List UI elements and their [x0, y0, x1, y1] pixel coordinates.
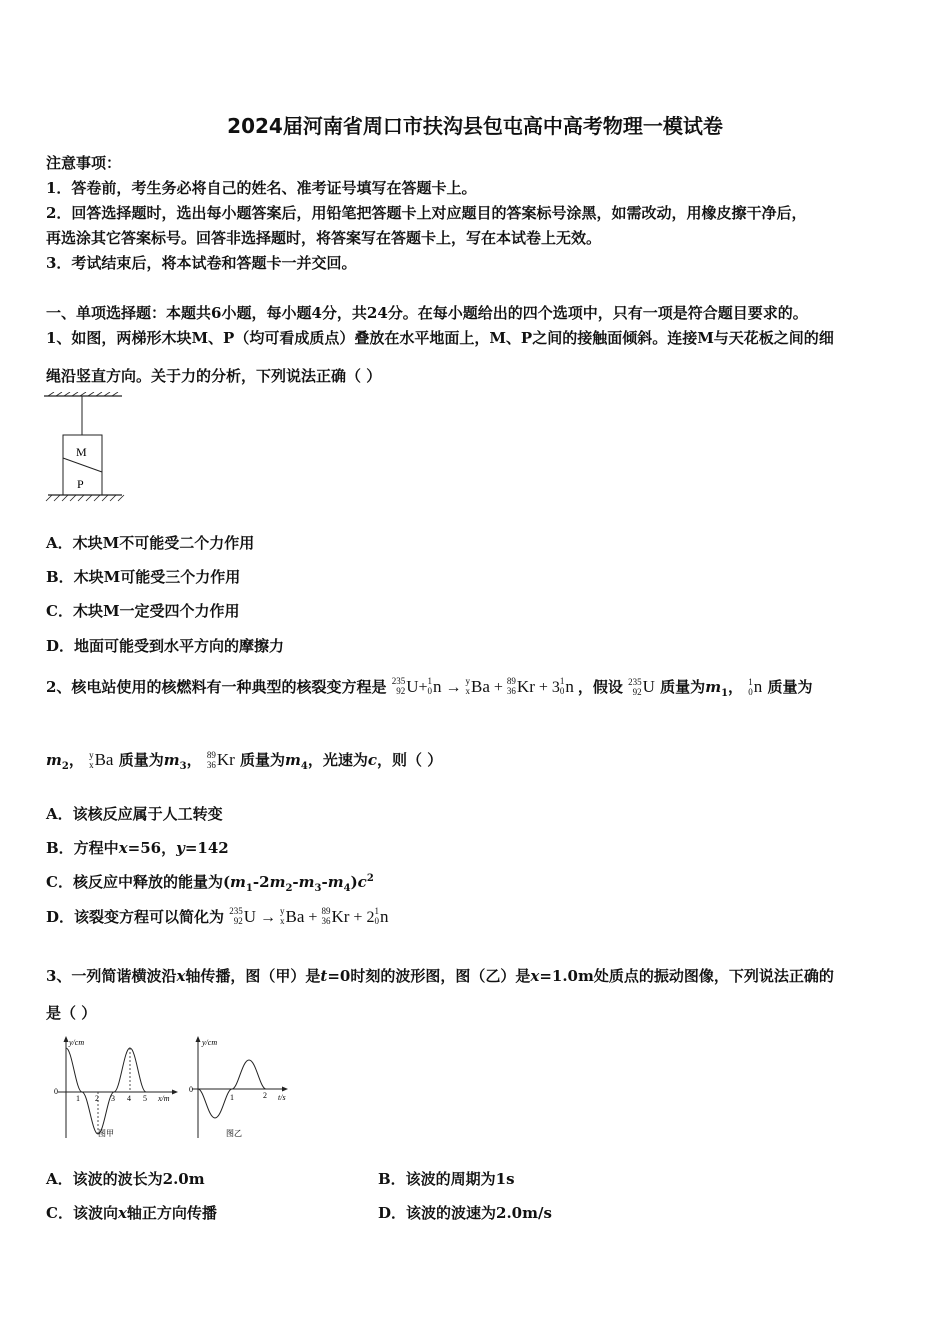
note-item: 2．回答选择题时，选出每小题答案后，用铅笔把答题卡上对应题目的答案标号涂黑，如需改动，用橡皮擦干净后， — [46, 204, 807, 222]
q1-figure — [44, 392, 128, 504]
q1-option-b: B．木块M可能受三个力作用 — [46, 568, 241, 586]
note-item: 1．答卷前，考生务必将自己的姓名、准考证号填写在答题卡上。 — [46, 179, 477, 197]
jia-tick-5: 5 — [143, 1094, 147, 1103]
q1-option-a: A．木块M不可能受二个力作用 — [46, 534, 255, 552]
fission-equation: 235 92 U+ 1 0 n → y x Ba + 89 36 Kr + 3 1 0 n — [391, 676, 574, 697]
jia-tick-4: 4 — [127, 1094, 131, 1103]
block-m-label: M — [76, 445, 87, 459]
jia-origin: 0 — [54, 1087, 58, 1096]
q2-stem-line2: $m_2$， y x Ba 质量为$m_3$， 89 36 Kr 质量为$m_4$，光速为c，则（ ） — [46, 749, 443, 772]
yi-xlabel: t/s — [278, 1093, 286, 1102]
jia-tick-2: 2 — [95, 1094, 99, 1103]
jia-wave-curve — [66, 1048, 146, 1134]
q1-stem-line1: 1、如图，两梯形木块M、P（均可看成质点）叠放在水平地面上，M、P之间的接触面倾斜。连接M与天花板之间的细 — [46, 329, 834, 347]
yi-tick-1: 1 — [230, 1093, 234, 1102]
yi-tick-2: 2 — [263, 1091, 267, 1100]
wave-graph-yi — [186, 1034, 296, 1142]
yi-ylabel: y/cm — [202, 1038, 218, 1047]
note-item: 3．考试结束后，将本试卷和答题卡一并交回。 — [46, 254, 357, 272]
q2-stem-line1: 2、核电站使用的核燃料有一种典型的核裂变方程是 235 92 U+ 1 0 n → y x Ba + 89 36 Kr + 3 1 0 n ，假设 235 92 U 质量为$m_1$， 1 0 n 质量为 — [46, 676, 813, 699]
q3-option-a: A．该波的波长为2.0m — [46, 1170, 205, 1188]
q1-option-d: D．地面可能受到水平方向的摩擦力 — [46, 637, 285, 655]
page-title: 2024届河南省周口市扶沟县包屯高中高考物理一模试卷 — [227, 114, 723, 138]
jia-tick-3: 3 — [111, 1094, 115, 1103]
q3-option-b: B．该波的周期为1s — [378, 1170, 515, 1188]
jia-ylabel: y/cm — [69, 1038, 85, 1047]
q2-option-b: B．方程中x=56，y=142 — [46, 839, 229, 857]
q3-stem-line1: 3、一列简谐横波沿x轴传播，图（甲）是t=0时刻的波形图，图（乙）是x=1.0m处质点的振动图像，下列说法正确的 — [46, 967, 834, 985]
q1-option-c: C．木块M一定受四个力作用 — [46, 602, 240, 620]
q3-stem-line2: 是（ ） — [46, 1004, 97, 1022]
q1-stem-line2: 绳沿竖直方向。关于力的分析，下列说法正确（ ） — [46, 367, 382, 385]
q3-option-d: D．该波的波速为2.0m/s — [378, 1204, 552, 1222]
yi-caption: 图乙 — [226, 1129, 242, 1138]
jia-xlabel: x/m — [158, 1094, 170, 1103]
note-item: 再选涂其它答案标号。回答非选择题时，将答案写在答题卡上，写在本试卷上无效。 — [46, 229, 602, 247]
jia-caption: 图甲 — [98, 1129, 114, 1138]
q3-option-c: C．该波向x轴正方向传播 — [46, 1204, 217, 1222]
q2-option-d: D．该裂变方程可以简化为 235 92 U → y x Ba + 89 36 Kr + 2 1 0 n — [46, 906, 389, 927]
notes-header: 注意事项： — [46, 154, 122, 172]
block-p-label: P — [77, 477, 84, 491]
q2-option-a: A．该核反应属于人工转变 — [46, 805, 223, 823]
section-heading: 一、单项选择题：本题共6小题，每小题4分，共24分。在每小题给出的四个选项中，只有一项是符合题目要求的。 — [46, 304, 808, 322]
wave-graph-jia — [48, 1034, 183, 1142]
jia-tick-1: 1 — [76, 1094, 80, 1103]
q2-option-c: C．核反应中释放的能量为$(m_1-2m_2-m_3-m_4)c^2$ — [46, 873, 374, 894]
yi-origin: 0 — [189, 1085, 193, 1094]
